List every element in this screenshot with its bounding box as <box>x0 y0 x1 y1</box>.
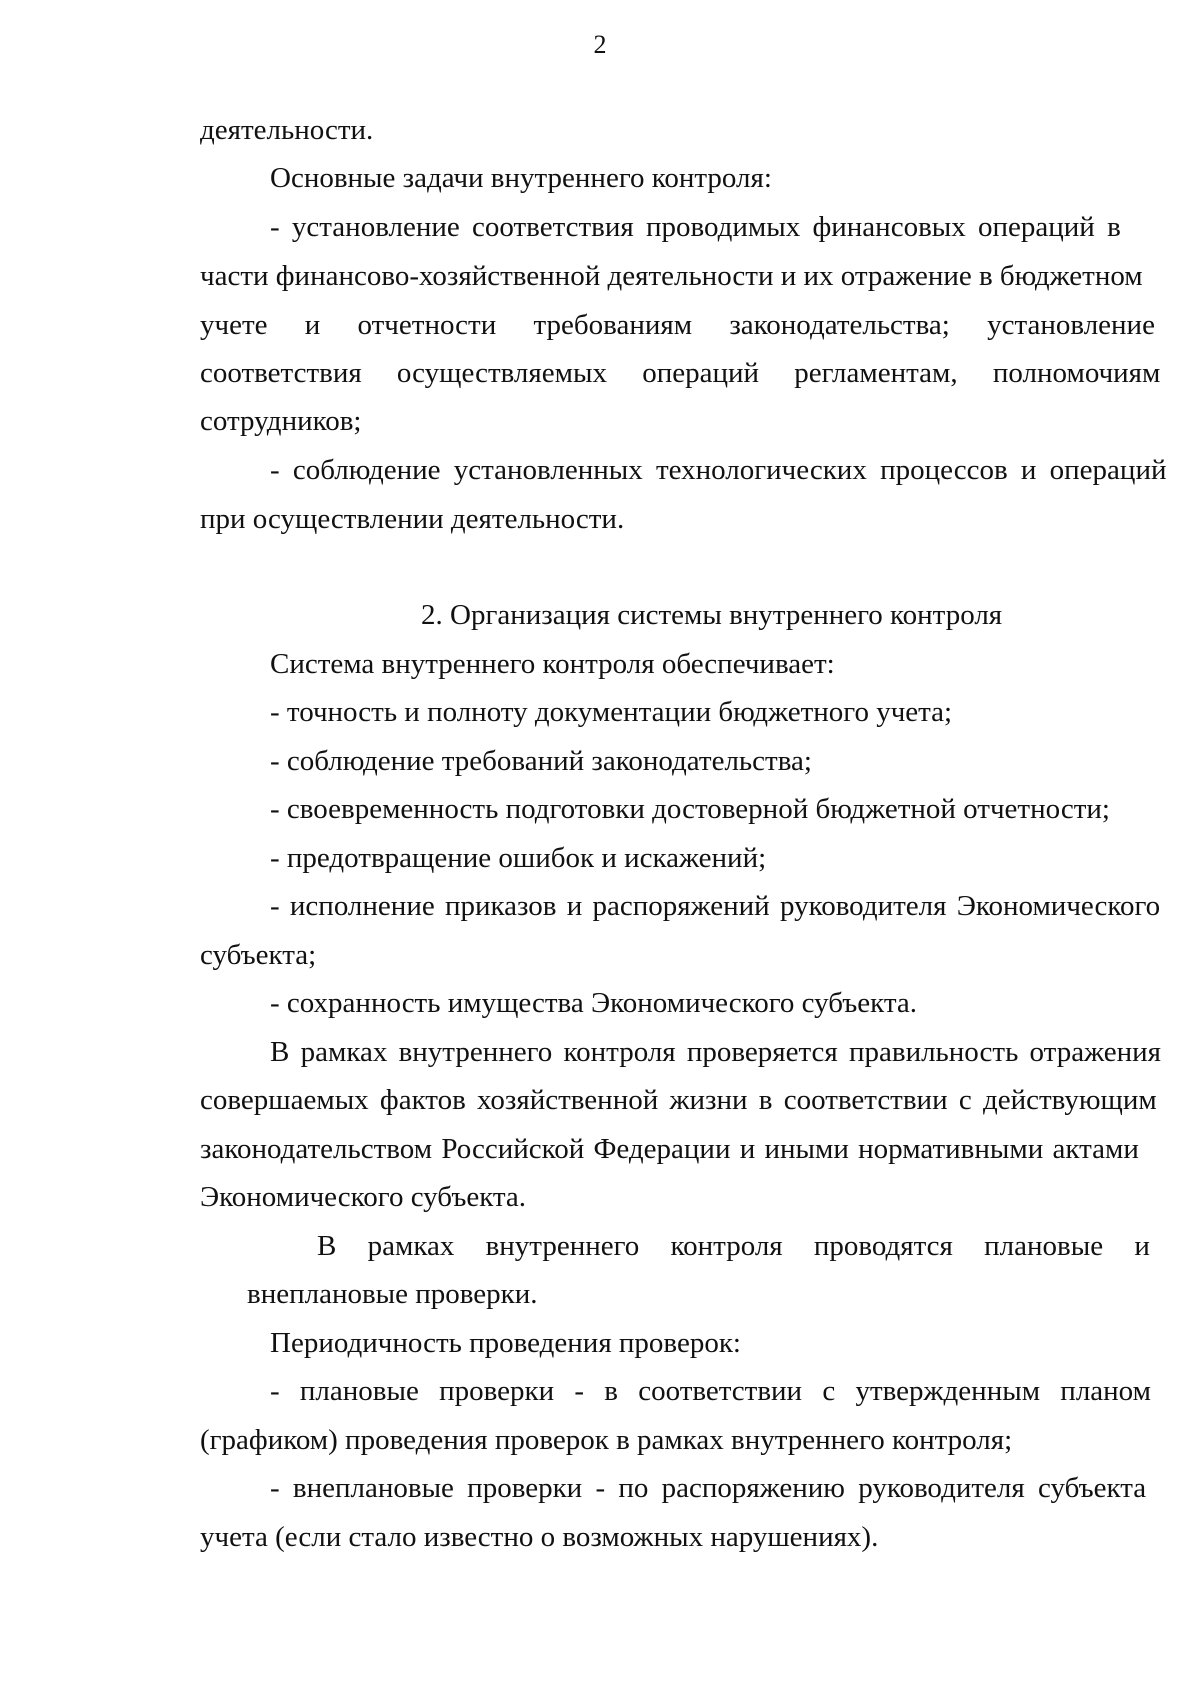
section-heading: 2. Организация системы внутреннего контроля <box>421 599 1003 631</box>
text-line: - исполнение приказов и распоряжений руководителя Экономического <box>270 890 1161 922</box>
text-line: Периодичность проведения проверок: <box>270 1327 741 1359</box>
text-line: соответствия осуществляемых операций регламентам, полномочиям <box>200 357 1161 389</box>
text-line: - плановые проверки - в соответствии с утвержденным планом <box>270 1375 1151 1407</box>
text-line: Система внутреннего контроля обеспечивает: <box>270 648 835 680</box>
text-line: субъекта; <box>200 939 317 971</box>
line-text: - установление соответствия проводимых финансовых операций в <box>270 211 1121 243</box>
text-line: Основные задачи внутреннего контроля: <box>270 162 772 194</box>
text-line: - внеплановые проверки - по распоряжению руководителя субъекта <box>270 1472 1147 1504</box>
text-line: учета (если стало известно о возможных нарушениях). <box>200 1521 879 1553</box>
text-line: - соблюдение требований законодательства; <box>270 745 812 777</box>
text-line: законодательством Российской Федерации и иными нормативными актами <box>200 1133 1139 1165</box>
text-line: - сохранность имущества Экономического субъекта. <box>270 987 918 1019</box>
text-line: Экономического субъекта. <box>200 1181 527 1213</box>
text-line: при осуществлении деятельности. <box>200 503 625 535</box>
text-line: В рамках внутреннего контроля проверяется правильность отражения <box>270 1036 1161 1068</box>
text-line: сотрудников; <box>200 405 362 437</box>
text-line: учете и отчетности требованиям законодательства; установление <box>200 309 1155 341</box>
text-line: деятельности. <box>200 114 374 146</box>
text-line: части финансово-хозяйственной деятельности и их отражение в бюджетном <box>200 260 1143 292</box>
page-number: 2 <box>593 30 607 59</box>
text-line: - точность и полноту документации бюджетного учета; <box>270 696 953 728</box>
text-line: совершаемых фактов хозяйственной жизни в соответствии с действующим <box>200 1084 1157 1116</box>
text-line: (графиком) проведения проверок в рамках внутреннего контроля; <box>200 1424 1013 1456</box>
text-line: В рамках внутреннего контроля проводятся плановые и <box>317 1230 1150 1262</box>
text-line: внеплановые проверки. <box>247 1278 538 1310</box>
text-line: - своевременность подготовки достоверной бюджетной отчетности; <box>270 793 1110 825</box>
text-line: - предотвращение ошибок и искажений; <box>270 842 767 874</box>
text-line: - соблюдение установленных технологических процессов и операций <box>270 454 1167 486</box>
text-line <box>270 209 1142 245</box>
